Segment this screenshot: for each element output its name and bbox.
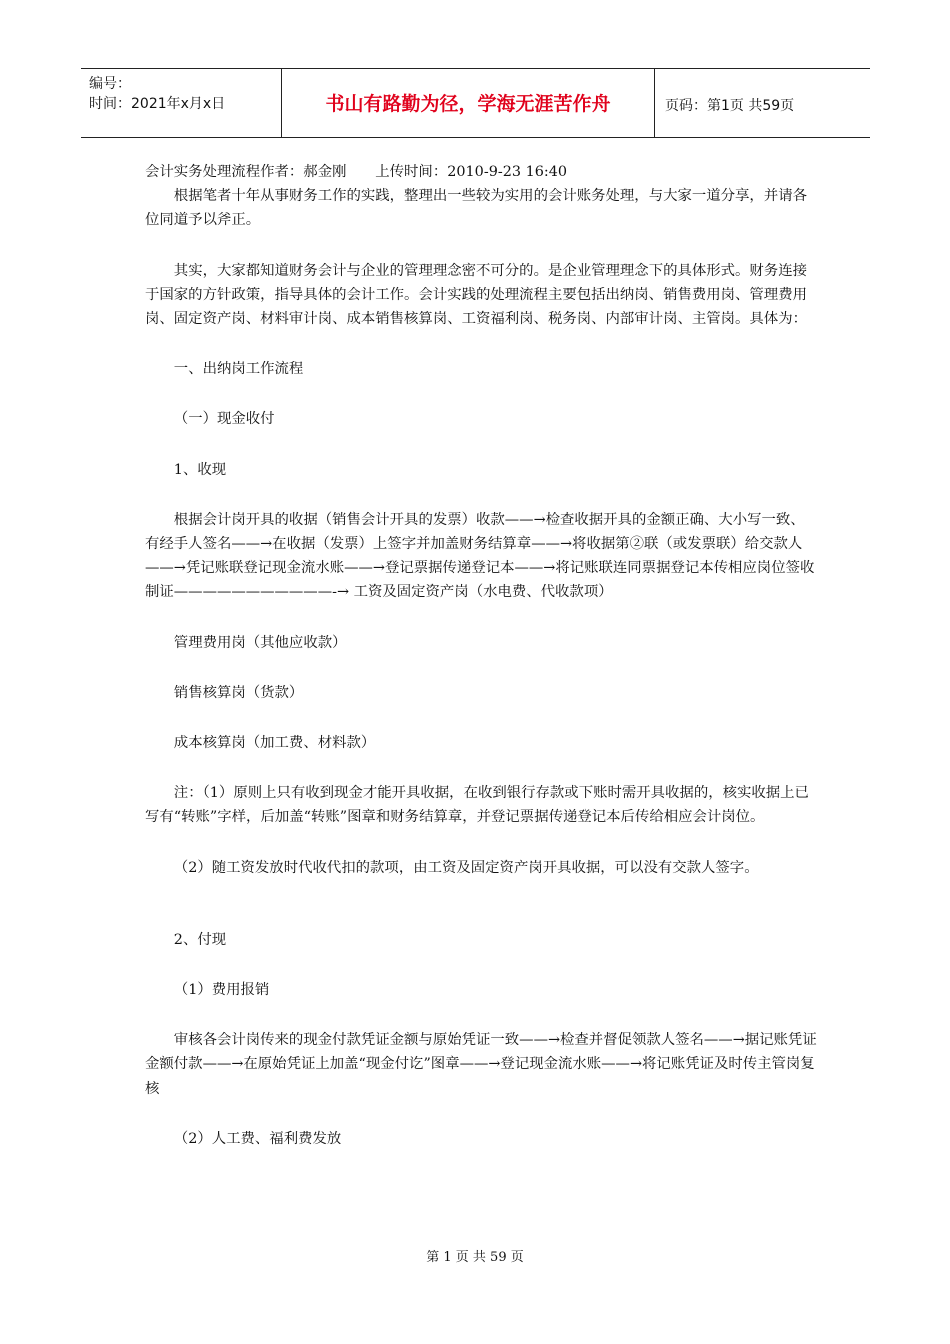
heading-labor-welfare: （2）人工费、福利费发放 — [173, 1130, 342, 1147]
paragraph-note-1: 注：（1）原则上只有收到现金才能开具收据，在收到银行存款或下账时需开具收据的，核实收据上已写有“转账”字样，后加盖“转账”图章和财务结算章，并登记票据传递登记本后传给相应会计岗位。 — [145, 785, 809, 826]
header-meta-cell — [81, 69, 282, 137]
paragraph-mgmt-expense: 管理费用岗（其他应收款） — [173, 634, 347, 651]
document-header — [81, 68, 870, 138]
header-motto: 书山有路勤为径，学海无涯苦作舟 — [325, 93, 611, 115]
paragraph-intro: 根据笔者十年从事财务工作的实践，整理出一些较为实用的会计账务处理，与大家一道分享，并请各位同道予以斧正。 — [145, 188, 807, 229]
page-footer: 第 1 页 共 59 页 — [426, 1250, 524, 1265]
article-title-line: 会计实务处理流程作者：郝金刚 上传时间：2010-9-23 16:40 — [145, 164, 568, 180]
doc-date-label: 时间：2021年x月x日 — [89, 96, 226, 112]
heading-cash-payments: （一）现金收付 — [173, 411, 275, 428]
heading-receive-cash: 1、收现 — [173, 461, 227, 478]
paragraph-sales-accounting: 销售核算岗（货款） — [173, 684, 304, 701]
paragraph-cost-accounting: 成本核算岗（加工费、材料款） — [173, 735, 376, 752]
header-page-info: 页码：第1页 共59页 — [665, 98, 795, 114]
heading-cashier-workflow: 一、出纳岗工作流程 — [173, 361, 304, 378]
heading-pay-cash: 2、付现 — [173, 931, 227, 948]
paragraph-context: 其实，大家都知道财务会计与企业的管理理念密不可分的。是企业管理理念下的具体形式。财务连接于国家的方针政策，指导具体的会计工作。会计实践的处理流程主要包括出纳岗、销售费用岗、管理费用岗、固定资产岗、材料审计岗、成本销售核算岗、工资福利岗、税务岗、内部审计岗、主管岗。具体为： — [145, 262, 807, 328]
paragraph-note-2: （2）随工资发放时代收代扣的款项，由工资及固定资产岗开具收据，可以没有交款人签字。 — [173, 859, 759, 876]
paragraph-reimburse-flow: 审核各会计岗传来的现金付款凭证金额与原始凭证一致——→检查并督促领款人签名——→据记账凭证金额付款——→在原始凭证上加盖“现金付讫”图章——→登记现金流水账——→将记账凭证及时传主管岗复核 — [145, 1032, 817, 1097]
header-motto-cell — [282, 69, 655, 137]
document-body — [145, 160, 817, 1151]
header-page-cell — [655, 69, 870, 137]
doc-number-label: 编号： — [89, 76, 131, 92]
paragraph-receive-flow: 根据会计岗开具的收据（销售会计开具的发票）收款——→检查收据开具的金额正确、大小写一致、有经手人签名——→在收据（发票）上签字并加盖财务结算章——→将收据第②联（或发票联）给交款人——→凭记账联登记现金流水账——→登记票据传递登记本——→将记账联连同票据登记本传相应岗位签收制证———————————-→ 工资及固定资产岗（水电费、代收款项） — [145, 511, 815, 601]
heading-expense-reimbursement: （1）费用报销 — [173, 982, 270, 999]
